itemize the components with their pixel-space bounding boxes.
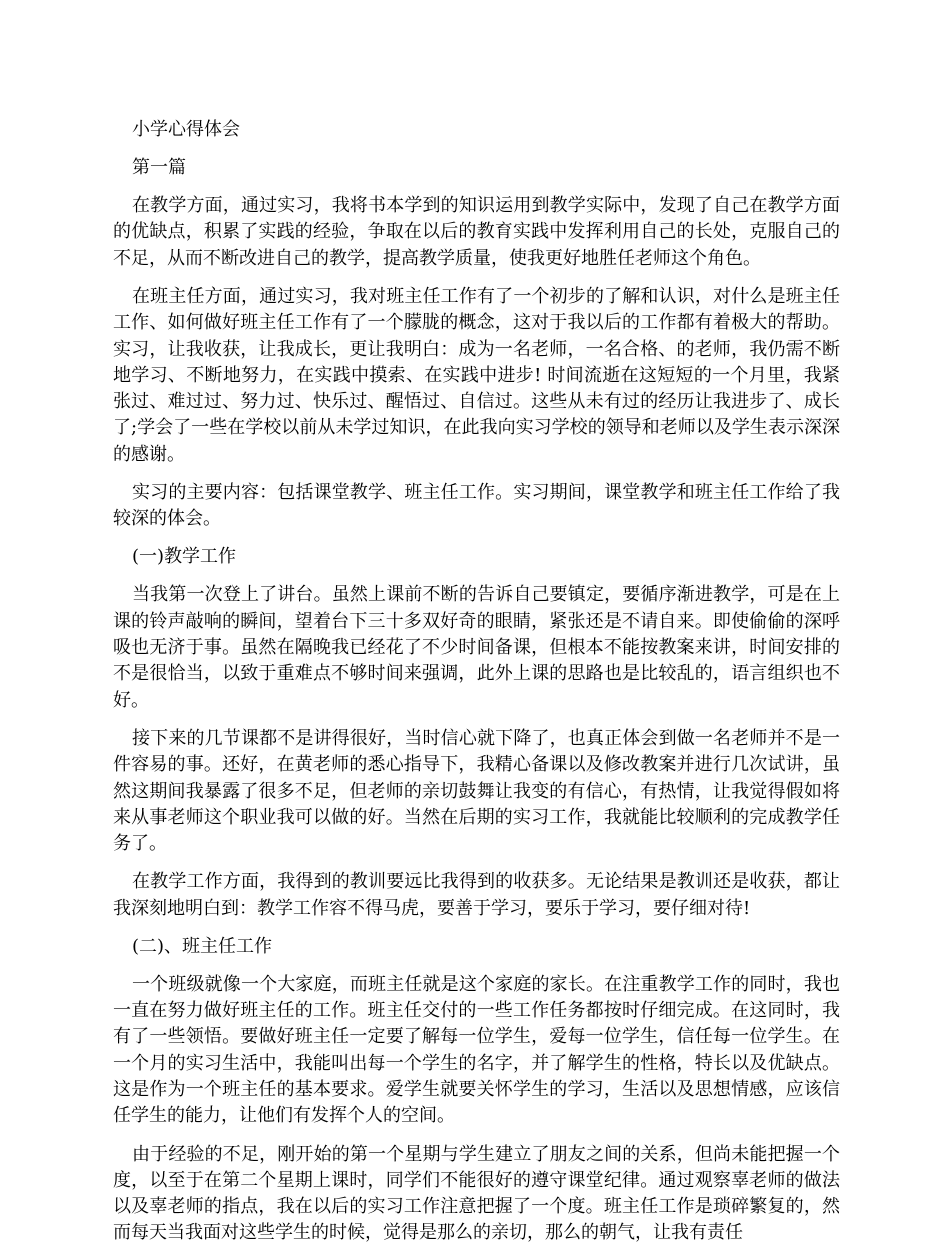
subsection-heading-class: (二)、班主任工作 [132,935,273,957]
paragraph: 当我第一次登上了讲台。虽然上课前不断的告诉自己要镇定，要循序渐进教学，可是在上课的铃声敲响的瞬间，望着台下三十多双好奇的眼睛，紧张还是不请自来。即使偷偷的深呼吸也无济于事。虽然在隔晚我已经花了不少时间备课，但根本不能按教案来讲，时间安排的不是很恰当，以致于重难点不够时间来强调，此外上课的思路也是比较乱的，语言组织也不好。 [113,584,840,711]
paragraph: 接下来的几节课都不是讲得很好，当时信心就下降了，也真正体会到做一名老师并不是一件容易的事。还好，在黄老师的悉心指导下，我精心备课以及修改教案并进行几次试讲，虽然这期间我暴露了很多不足，但老师的亲切鼓舞让我变的有信心，有热情，让我觉得假如将来从事老师这个职业我可以做的好。当然在后期的实习工作，我就能比较顺利的完成教学任务了。 [113,727,840,855]
paragraph: 由于经验的不足，刚开始的第一个星期与学生建立了朋友之间的关系，但尚未能把握一个度，以至于在第二个星期上课时，同学们不能很好的遵守课堂纪律。通过观察辜老师的做法以及辜老师的指点，我在以后的实习工作注意把握了一个度。班主任工作是琐碎繁复的，然而每天当我面对这些学生的时候，觉得是那么的亲切，那么的朝气，让我有责任 [113,1143,840,1244]
paragraph: 在教学方面，通过实习，我将书本学到的知识运用到教学实际中，发现了自己在教学方面的优缺点，积累了实践的经验，争取在以后的教育实践中发挥利用自己的长处，克服自己的不足，从而不断改进自己的教学，提高教学质量，使我更好地胜任老师这个角色。 [113,195,840,269]
paragraph: 实习的主要内容：包括课堂教学、班主任工作。实习期间，课堂教学和班主任工作给了我较深的体会。 [113,482,840,530]
section-heading: 第一篇 [132,156,186,178]
subsection-heading-teaching: (一)教学工作 [132,546,237,568]
document-page [113,117,840,1247]
paragraph: 在教学工作方面，我得到的教训要远比我得到的收获多。无论结果是教训还是收获，都让我深刻地明白到：教学工作容不得马虎，要善于学习，要乐于学习，要仔细对待! [113,871,840,919]
paragraph: 在班主任方面，通过实习，我对班主任工作有了一个初步的了解和认识，对什么是班主任工作、如何做好班主任工作有了一个朦胧的概念，这对于我以后的工作都有着极大的帮助。实习，让我收获，让我成长，更让我明白：成为一名老师，一名合格、的老师，我仍需不断地学习、不断地努力，在实践中摸索、在实践中进步! 时间流逝在这短短的一个月里，我紧张过、难过过、努力过、快乐过、醒悟过、自信过。这些从未有过的经历让我进步了、成长了;学会了一些在学校以前从未学过知识，在此我向实习学校的领导和老师以及学生表示深深的感谢。 [113,285,840,465]
paragraph: 一个班级就像一个大家庭，而班主任就是这个家庭的家长。在注重教学工作的同时，我也一直在努力做好班主任的工作。班主任交付的一些工作任务都按时仔细完成。在这同时，我有了一些领悟。要做好班主任一定要了解每一位学生，爱每一位学生，信任每一位学生。在一个月的实习生活中，我能叫出每一个学生的名字，并了解学生的性格，特长以及优缺点。这是作为一个班主任的基本要求。爱学生就要关怀学生的学习，生活以及思想情感，应该信任学生的能力，让他们有发挥个人的空间。 [113,973,840,1127]
document-title: 小学心得体会 [132,119,240,140]
